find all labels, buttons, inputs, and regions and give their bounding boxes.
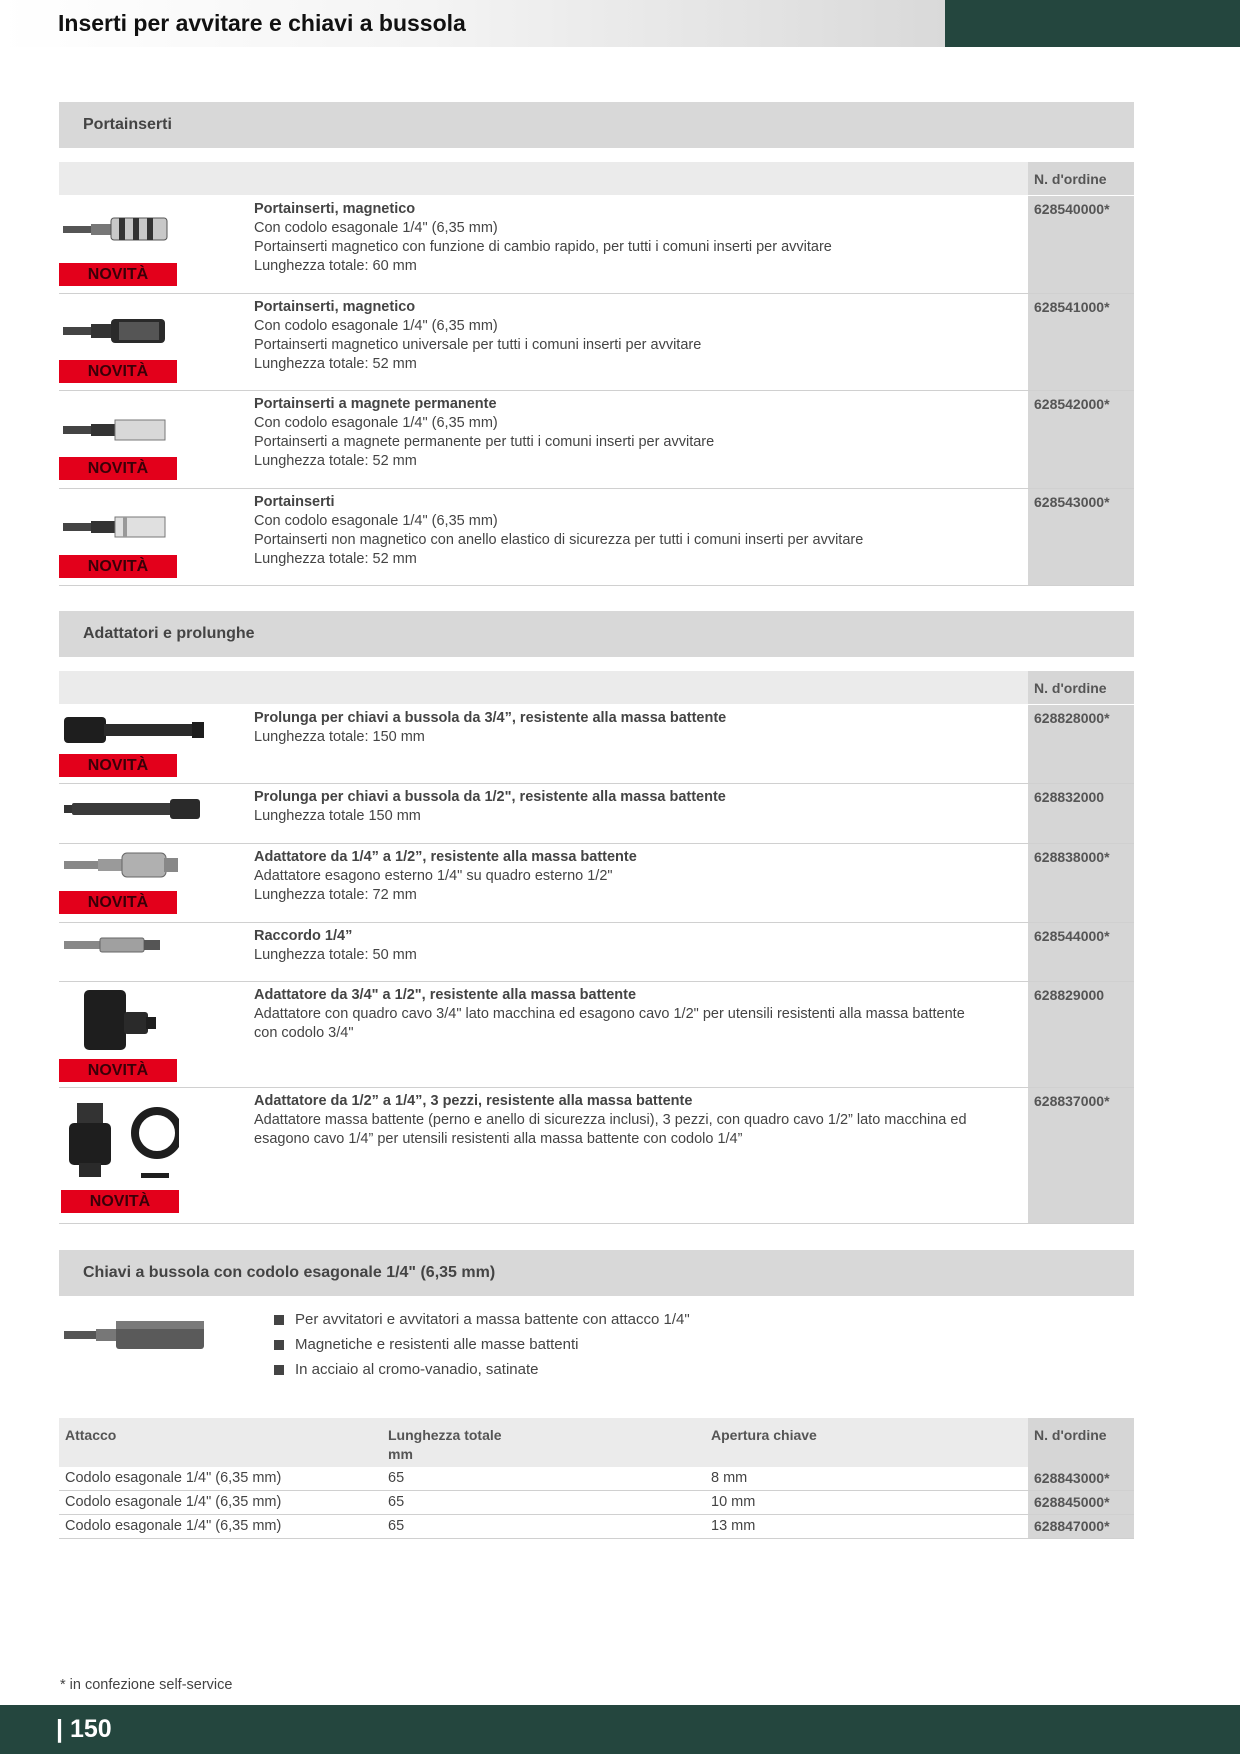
table-row	[59, 784, 1134, 844]
list-item: Per avvitatori e avvitatori a massa battente con attacco 1/4"	[274, 1311, 690, 1336]
page-header	[0, 0, 1240, 47]
product-title: Adattatore da 1/4” a 1/2”, resistente alla massa battente	[254, 849, 637, 865]
order-number: 628541000*	[1034, 299, 1110, 315]
bullet-icon	[274, 1315, 284, 1325]
table-row	[59, 982, 1134, 1088]
product-description: Portainserti, magnetico Con codolo esagonale 1/4" (6,35 mm) Portainserti magnetico universale per tutti i comuni inserti per avvitare Lunghezza totale: 52 mm	[254, 298, 1024, 374]
order-number: 628838000*	[1034, 849, 1110, 865]
product-description: Portainserti, magnetico Con codolo esagonale 1/4" (6,35 mm) Portainserti magnetico con funzione di cambio rapido, per tutti i comuni inserti per avvitare Lunghezza totale: 60 mm	[254, 200, 1024, 276]
new-badge: NOVITÀ	[59, 891, 177, 914]
new-badge: NOVITÀ	[59, 263, 177, 286]
column-header: Apertura chiave	[711, 1427, 817, 1443]
new-badge: NOVITÀ	[59, 360, 177, 383]
table-header	[59, 1418, 1134, 1467]
adapter-image	[64, 850, 206, 880]
adapter-set-image	[69, 1103, 179, 1195]
bit-holder-image	[63, 318, 175, 344]
table-row	[59, 391, 1134, 489]
product-title: Raccordo 1/4”	[254, 928, 353, 944]
product-description: Adattatore da 3/4" a 1/2", resistente alla massa battente Adattatore con quadro cavo 3/4" lato macchina ed esagono cavo 1/2" per utensili resistenti alla massa battente con codolo 3/4"	[254, 986, 1024, 1043]
bit-holder-image	[63, 216, 175, 242]
table-row	[59, 489, 1134, 586]
order-number: 628543000*	[1034, 494, 1110, 510]
order-number: 628845000*	[1034, 1494, 1110, 1510]
connector-image	[64, 935, 176, 955]
product-description: Prolunga per chiavi a bussola da 3/4”, resistente alla massa battente Lunghezza totale: 150 mm	[254, 709, 1024, 747]
table-row	[59, 1088, 1134, 1224]
order-number: 628544000*	[1034, 928, 1110, 944]
product-description: Prolunga per chiavi a bussola da 1/2", resistente alla massa battente Lunghezza totale 150 mm	[254, 788, 1024, 826]
order-number: 628843000*	[1034, 1470, 1110, 1486]
product-description: Adattatore da 1/2” a 1/4”, 3 pezzi, resistente alla massa battente Adattatore massa battente (perno e anello di sicurezza inclusi), 3 pezzi, con quadro cavo 1/2” lato macchina ed esagono cavo 1/4” per utensili resistenti alla massa battente con codolo 1/4”	[254, 1092, 1024, 1149]
product-title: Portainserti, magnetico	[254, 299, 416, 315]
socket-table	[59, 1418, 1134, 1539]
product-title: Prolunga per chiavi a bussola da 1/2", resistente alla massa battente	[254, 789, 726, 805]
header-accent-block	[945, 0, 1240, 47]
footnote: * in confezione self-service	[60, 1677, 233, 1693]
product-title: Prolunga per chiavi a bussola da 3/4”, resistente alla massa battente	[254, 710, 727, 726]
table-row	[59, 294, 1134, 391]
new-badge: NOVITÀ	[61, 1190, 179, 1213]
new-badge: NOVITÀ	[59, 754, 177, 777]
product-title: Portainserti a magnete permanente	[254, 396, 497, 412]
order-number: 628829000	[1034, 987, 1105, 1003]
table-row	[59, 705, 1134, 784]
table-row	[59, 844, 1134, 923]
page-number: | 150	[56, 1715, 112, 1743]
section-title-portainserti: Portainserti	[59, 102, 1134, 148]
product-description: Portainserti Con codolo esagonale 1/4" (6,35 mm) Portainserti non magnetico con anello elastico di sicurezza per tutti i comuni inserti per avvitare Lunghezza totale: 52 mm	[254, 493, 1024, 569]
page-footer	[0, 1705, 1240, 1754]
table-row: Codolo esagonale 1/4" (6,35 mm) 65 13 mm 628847000*	[59, 1515, 1134, 1539]
list-item: In acciaio al cromo-vanadio, satinate	[274, 1361, 690, 1386]
column-header: Attacco	[65, 1427, 117, 1443]
order-number: 628832000	[1034, 789, 1105, 805]
page-title: Inserti per avvitare e chiavi a bussola	[58, 10, 466, 36]
new-badge: NOVITÀ	[59, 555, 177, 578]
bit-holder-image	[63, 516, 175, 538]
order-no-header: N. d'ordine	[1034, 171, 1107, 187]
bit-holder-image	[63, 419, 175, 441]
table-row: Codolo esagonale 1/4" (6,35 mm) 65 10 mm 628845000*	[59, 1491, 1134, 1515]
impact-adapter-image	[84, 990, 164, 1052]
order-number: 628828000*	[1034, 710, 1110, 726]
bullet-icon	[274, 1340, 284, 1350]
list-item: Magnetiche e resistenti alle masse battenti	[274, 1336, 690, 1361]
product-description: Portainserti a magnete permanente Con codolo esagonale 1/4" (6,35 mm) Portainserti a magnete permanente per tutti i comuni inserti per avvitare Lunghezza totale: 52 mm	[254, 395, 1024, 471]
product-description: Raccordo 1/4” Lunghezza totale: 50 mm	[254, 927, 1024, 965]
table-header	[59, 162, 1134, 195]
new-badge: NOVITÀ	[59, 457, 177, 480]
order-number: 628540000*	[1034, 201, 1110, 217]
section-title-chiavi: Chiavi a bussola con codolo esagonale 1/4" (6,35 mm)	[59, 1250, 1134, 1296]
new-badge: NOVITÀ	[59, 1059, 177, 1082]
product-title: Portainserti, magnetico	[254, 201, 416, 217]
extension-bar-image	[64, 715, 206, 745]
order-number: 628847000*	[1034, 1518, 1110, 1534]
table-row	[59, 196, 1134, 294]
product-title: Adattatore da 3/4" a 1/2", resistente alla massa battente	[254, 987, 637, 1003]
nut-setter-image	[64, 1319, 208, 1351]
order-number: 628837000*	[1034, 1093, 1110, 1109]
table-row	[59, 923, 1134, 982]
feature-list	[274, 1311, 690, 1386]
section-title-adattatori: Adattatori e prolunghe	[59, 611, 1134, 657]
product-description: Adattatore da 1/4” a 1/2”, resistente alla massa battente Adattatore esagono esterno 1/4" su quadro esterno 1/2" Lunghezza totale: 72 mm	[254, 848, 1024, 905]
product-title: Adattatore da 1/2” a 1/4”, 3 pezzi, resistente alla massa battente	[254, 1093, 693, 1109]
product-title: Portainserti	[254, 494, 335, 510]
table-row: Codolo esagonale 1/4" (6,35 mm) 65 8 mm 628843000*	[59, 1467, 1134, 1491]
column-header: Lunghezza totale mm	[388, 1427, 502, 1462]
bullet-icon	[274, 1365, 284, 1375]
table-header	[59, 671, 1134, 704]
column-header: N. d'ordine	[1034, 1427, 1107, 1443]
extension-bar-image	[64, 798, 206, 820]
order-number: 628542000*	[1034, 396, 1110, 412]
order-no-header: N. d'ordine	[1034, 680, 1107, 696]
